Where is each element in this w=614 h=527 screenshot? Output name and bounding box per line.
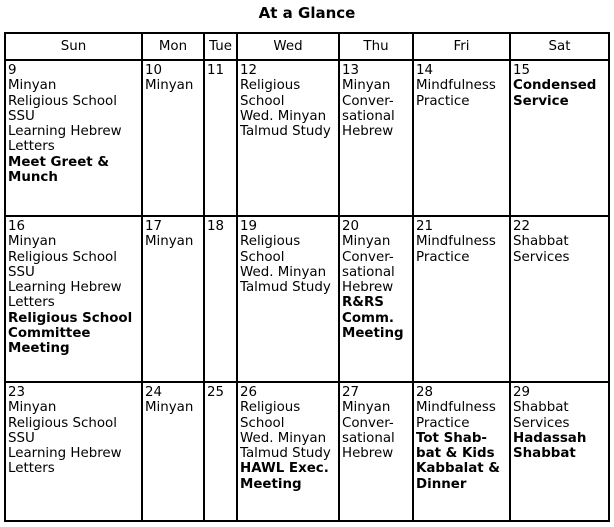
event-line: Learning Hebrew — [8, 124, 122, 140]
page-title: At a Glance — [258, 4, 356, 22]
event-line: Practice — [416, 249, 470, 265]
event-line: School — [240, 93, 285, 109]
day-cell — [237, 216, 339, 382]
event-line: Religious School — [8, 93, 117, 109]
event-line: Tot Shab- — [416, 430, 487, 446]
day-cell — [204, 60, 237, 216]
event-line: Shabbat — [513, 446, 576, 462]
event-line: Hebrew — [342, 124, 394, 140]
event-line: Mindfulness — [416, 234, 496, 250]
week-row — [5, 60, 609, 216]
day-cell — [5, 60, 142, 216]
day-cell — [5, 216, 142, 382]
event-line: Conver- — [342, 249, 394, 265]
event-line: Mindfulness — [416, 400, 496, 416]
event-line: Shabbat — [513, 400, 569, 416]
week-row — [5, 216, 609, 382]
day-number: 15 — [513, 63, 531, 78]
event-line: Religious — [240, 78, 301, 94]
event-line: Minyan — [8, 400, 57, 416]
day-number: 20 — [342, 219, 360, 234]
event-line: Minyan — [145, 234, 194, 250]
event-line: Wed. Minyan — [240, 108, 327, 124]
day-number: 19 — [240, 219, 258, 234]
event-line: Practice — [416, 93, 470, 109]
day-cell — [510, 60, 609, 216]
day-cell — [237, 382, 339, 521]
day-cell — [339, 216, 413, 382]
day-cell — [142, 60, 204, 216]
event-line: Religious — [240, 400, 301, 416]
event-line: SSU — [8, 430, 35, 446]
day-cell — [413, 60, 510, 216]
day-cell — [5, 382, 142, 521]
event-line: Meet Greet & — [8, 154, 110, 170]
event-line: Learning Hebrew — [8, 446, 122, 462]
day-number: 23 — [8, 385, 26, 400]
event-line: Wed. Minyan — [240, 264, 327, 280]
event-line: Letters — [8, 461, 55, 477]
event-line: Wed. Minyan — [240, 430, 327, 446]
event-line: sational — [342, 108, 395, 124]
day-number: 10 — [145, 63, 163, 78]
day-number: 21 — [416, 219, 434, 234]
day-cell — [413, 382, 510, 521]
day-cell — [510, 382, 609, 521]
event-line: Hadassah — [513, 430, 587, 446]
day-header-thu: Thu — [339, 33, 413, 60]
day-header-sat: Sat — [510, 33, 609, 60]
day-number: 28 — [416, 385, 434, 400]
event-line: bat & Kids — [416, 446, 495, 462]
event-line: R&RS — [342, 295, 384, 311]
event-line: Minyan — [8, 234, 57, 250]
day-number: 13 — [342, 63, 360, 78]
event-line: Meeting — [8, 341, 70, 357]
event-line: SSU — [8, 264, 35, 280]
event-line: Learning Hebrew — [8, 280, 122, 296]
day-cell — [339, 382, 413, 521]
day-number: 16 — [8, 219, 26, 234]
day-number: 27 — [342, 385, 360, 400]
event-line: Services — [513, 415, 570, 431]
event-line: Religious School — [8, 415, 117, 431]
day-cell — [510, 216, 609, 382]
event-line: Comm. — [342, 310, 395, 326]
day-number: 9 — [8, 63, 17, 78]
day-number: 25 — [207, 385, 225, 400]
event-line: Hebrew — [342, 446, 394, 462]
event-line: sational — [342, 264, 395, 280]
event-line: Mindfulness — [416, 78, 496, 94]
day-cell — [413, 216, 510, 382]
day-number: 12 — [240, 63, 258, 78]
day-header-sun: Sun — [5, 33, 142, 60]
event-line: Minyan — [145, 78, 194, 94]
event-line: SSU — [8, 108, 35, 124]
event-line: Minyan — [342, 234, 391, 250]
event-line: School — [240, 415, 285, 431]
event-line: Shabbat — [513, 234, 569, 250]
event-line: Services — [513, 249, 570, 265]
event-line: Conver- — [342, 93, 394, 109]
event-line: Conver- — [342, 415, 394, 431]
event-line: Religious School — [8, 310, 133, 326]
day-cell — [142, 216, 204, 382]
day-cell — [204, 216, 237, 382]
event-line: Religious — [240, 234, 301, 250]
day-number: 29 — [513, 385, 531, 400]
event-line: Kabbalat & — [416, 461, 500, 477]
day-cell — [204, 382, 237, 521]
day-number: 18 — [207, 219, 225, 234]
day-number: 26 — [240, 385, 258, 400]
event-line: Meeting — [240, 476, 302, 492]
event-line: Letters — [8, 139, 55, 155]
event-line: Minyan — [8, 78, 57, 94]
event-line: Minyan — [145, 400, 194, 416]
day-number: 11 — [207, 63, 225, 78]
weekday-header-row — [5, 33, 609, 60]
calendar-table — [4, 32, 610, 522]
day-header-tue: Tue — [204, 33, 237, 60]
event-line: Talmud Study — [240, 124, 331, 140]
day-cell — [237, 60, 339, 216]
day-header-mon: Mon — [142, 33, 204, 60]
event-line: Practice — [416, 415, 470, 431]
day-cell — [142, 382, 204, 521]
day-number: 17 — [145, 219, 163, 234]
event-line: Dinner — [416, 476, 467, 492]
event-line: Hebrew — [342, 280, 394, 296]
event-line: Talmud Study — [240, 446, 331, 462]
event-line: HAWL Exec. — [240, 461, 329, 477]
event-line: Religious School — [8, 249, 117, 265]
event-line: Munch — [8, 170, 58, 186]
event-line: Committee — [8, 326, 91, 342]
week-row — [5, 382, 609, 521]
event-line: Letters — [8, 295, 55, 311]
event-line: Talmud Study — [240, 280, 331, 296]
event-line: Service — [513, 93, 569, 109]
day-header-wed: Wed — [237, 33, 339, 60]
day-number: 24 — [145, 385, 163, 400]
day-number: 14 — [416, 63, 434, 78]
event-line: Minyan — [342, 400, 391, 416]
event-line: Minyan — [342, 78, 391, 94]
event-line: Condensed — [513, 78, 597, 94]
day-header-fri: Fri — [413, 33, 510, 60]
event-line: sational — [342, 430, 395, 446]
day-cell — [339, 60, 413, 216]
event-line: Meeting — [342, 326, 404, 342]
event-line: School — [240, 249, 285, 265]
day-number: 22 — [513, 219, 531, 234]
